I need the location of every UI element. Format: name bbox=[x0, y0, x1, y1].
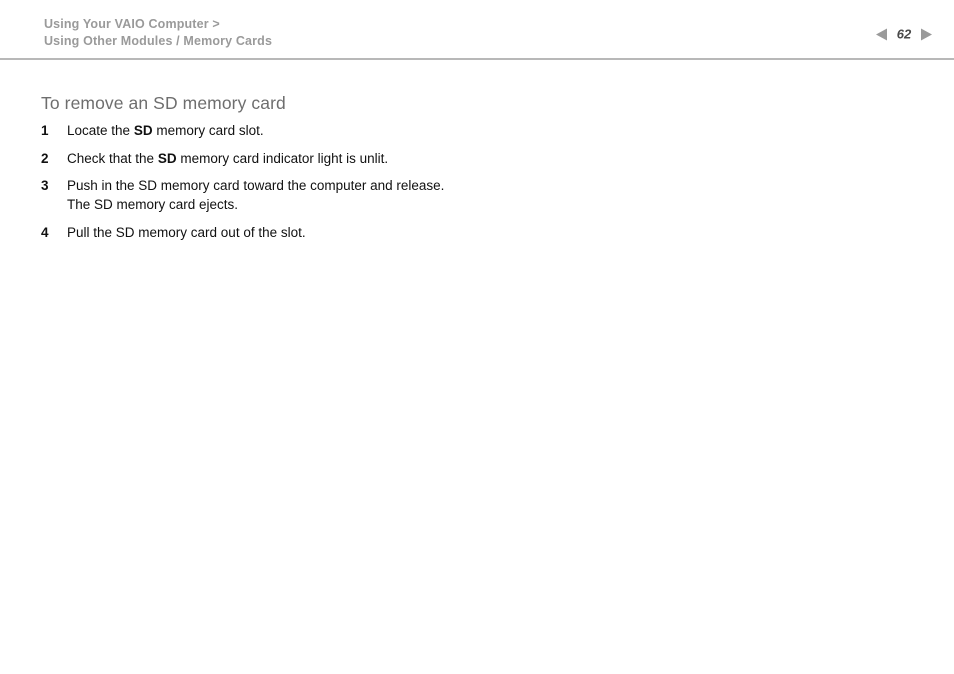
step-text-bold: SD bbox=[157, 150, 177, 166]
section-title: To remove an SD memory card bbox=[41, 93, 286, 113]
page-number: 62 bbox=[896, 26, 912, 42]
step-number: 4 bbox=[41, 224, 49, 240]
step-number: 1 bbox=[41, 123, 49, 138]
breadcrumb bbox=[44, 16, 272, 50]
step-text-before: Check that the bbox=[67, 150, 158, 166]
step-text-before: Pull the SD memory card out of the slot. bbox=[67, 224, 306, 240]
step-text bbox=[67, 223, 306, 242]
breadcrumb-line-2: Using Other Modules / Memory Cards bbox=[44, 34, 273, 48]
step-number: 3 bbox=[41, 178, 49, 193]
triangle-right-icon[interactable] bbox=[921, 28, 932, 40]
step-text-before: Push in the SD memory card toward the computer and release. bbox=[67, 178, 445, 193]
list-item bbox=[41, 176, 741, 214]
breadcrumb-line-1: Using Your VAIO Computer > bbox=[44, 17, 220, 31]
list-item bbox=[41, 223, 741, 242]
list-item bbox=[41, 149, 741, 168]
step-text-bold: SD bbox=[133, 123, 153, 138]
list-item bbox=[41, 121, 741, 140]
step-text bbox=[67, 121, 264, 140]
step-text-before: Locate the bbox=[67, 123, 134, 138]
step-text bbox=[67, 149, 388, 168]
step-number: 2 bbox=[41, 150, 49, 166]
step-text bbox=[67, 176, 444, 214]
page-header bbox=[0, 0, 954, 60]
step-text-after: memory card slot. bbox=[152, 123, 264, 138]
step-list bbox=[41, 121, 741, 250]
step-text-after: memory card indicator light is unlit. bbox=[176, 150, 389, 166]
step-text-second-line: The SD memory card ejects. bbox=[67, 197, 239, 212]
triangle-left-icon[interactable] bbox=[876, 28, 887, 40]
page-navigation bbox=[876, 27, 932, 42]
